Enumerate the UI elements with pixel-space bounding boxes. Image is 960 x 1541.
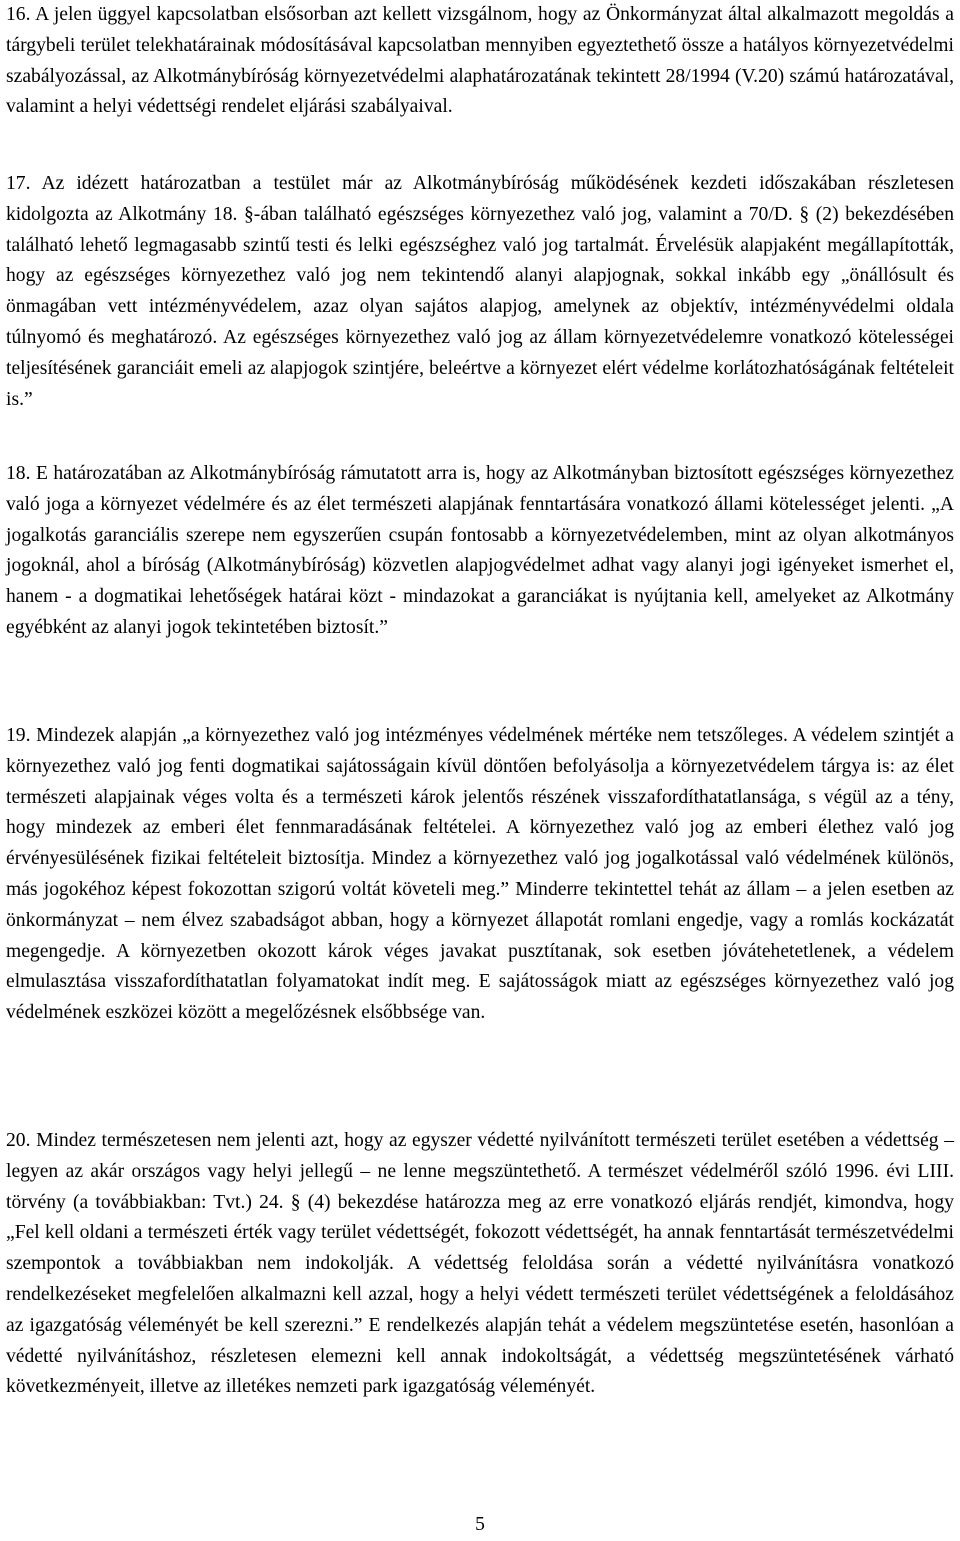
paragraph-17: 17. Az idézett határozatban a testület már az Alkotmánybíróság működésének kezdeti időszakában részletesen kidolgozta az Alkotmány 18. §-ában található egészséges környezethez való jog, valamint a 70/D. § (2) bekezdésében található lehető legmagasabb szintű testi és lelki egészséghez való jog tartalmát. Érvelésük alapjaként megállapították, hogy az egészséges környezethez való jog nem tekintendő alanyi alapjognak, sokkal inkább egy „önállósult és önmagában vett intézményvédelem, azaz olyan sajátos alapjog, amelynek az objektív, intézményvédelmi oldala túlnyomó és meghatározó. Az egészséges környezethez való jog az állam környezetvédelemre vonatkozó kötelességei teljesítésének garanciáit emeli az alapjogok szintjére, beleértve a környezet elért védelme korlátozhatóságának feltételeit is.” (6, 173, 954, 410)
paragraph-18: 18. E határozatában az Alkotmánybíróság rámutatott arra is, hogy az Alkotmányban biztosított egészséges környezethez való joga a környezet védelmére és az élet természeti alapjának fenntartására vonatkozó állami kötelességet jelenti. „A jogalkotás garanciális szerepe nem egyszerűen csupán fontosabb a környezetvédelemben, mint az olyan alkotmányos jogoknál, ahol a bíróság (Alkotmánybíróság) közvetlen alapjogvédelmet adhat vagy alanyi jogi igényeket ismerhet el, hanem - a dogmatikai lehetőségek határai közt - mindazokat a garanciákat is nyújtania kell, amelyeket az Alkotmány egyébként az alanyi jogok tekintetében biztosít.” (6, 463, 954, 638)
paragraph-19: 19. Mindezek alapján „a környezethez való jog intézményes védelmének mértéke nem tetszőleges. A védelem szintjét a környezethez való jog fenti dogmatikai sajátosságain kívül döntően befolyásolja a környezetvédelem tárgya is: az élet természeti alapjainak véges volta és a természeti károk jelentős részének visszafordíthatatlansága, s végül az a tény, hogy mindezek az emberi élet fennmaradásának feltételei. A környezethez való jog az emberi élethez való jog érvényesülésének fizikai feltételeit biztosítja. Mindez a környezethez való jog jogalkotással való védelmének különös, más jogokéhoz képest fokozottan szigorú voltát követeli meg.” Minderre tekintettel tehát az állam – a jelen esetben az önkormányzat – nem élvez szabadságot abban, hogy a környezet állapotát romlani engedje, vagy a romlás kockázatát megengedje. A környezetben okozott károk véges javakat pusztítanak, sok esetben jóvátehetetlenek, a védelem elmulasztása visszafordíthatatlan folyamatokat indít meg. E sajátosságok miatt az egészséges környezethez való jog védelmének eszközei között a megelőzésnek elsőbbsége van. (6, 725, 954, 1024)
page-number: 5 (475, 1514, 485, 1535)
paragraph-20: 20. Mindez természetesen nem jelenti azt, hogy az egyszer védetté nyilvánított természeti terület esetében a védettség – legyen az akár országos vagy helyi jellegű – ne lenne megszüntethető. A természet védelméről szóló 1996. évi LIII. törvény (a továbbiakban: Tvt.) 24. § (4) bekezdése határozza meg az erre vonatkozó eljárás rendjét, kimondva, hogy „Fel kell oldani a természeti érték vagy terület védettségét, fokozott védettségét, ha annak fenntartását természetvédelmi szempontok a továbbiakban nem indokolják. A védettség feloldása során a védetté nyilvánításra vonatkozó rendelkezéseket megfelelően alkalmazni kell azzal, hogy a helyi védett természeti terület védettségének a feloldásához az igazgatóság véleményét be kell szerezni.” E rendelkezés alapján tehát a védelem megszüntetése esetén, hasonlóan a védetté nyilvánításhoz, részletesen elemezni kell annak indokoltságát, a védettség megszüntetésének várható következményeit, illetve az illetékes nemzeti park igazgatóság véleményét. (6, 1130, 954, 1398)
paragraph-16: 16. A jelen üggyel kapcsolatban elsősorban azt kellett vizsgálnom, hogy az Önkormányzat által alkalmazott megoldás a tárgybeli terület telekhatárainak módosításával kapcsolatban mennyiben egyeztethető össze a hatályos környezetvédelmi szabályozással, az Alkotmánybíróság környezetvédelmi alaphatározatának tekintett 28/1994 (V.20) számú határozatával, valamint a helyi védettségi rendelet eljárási szabályaival. (6, 4, 954, 118)
